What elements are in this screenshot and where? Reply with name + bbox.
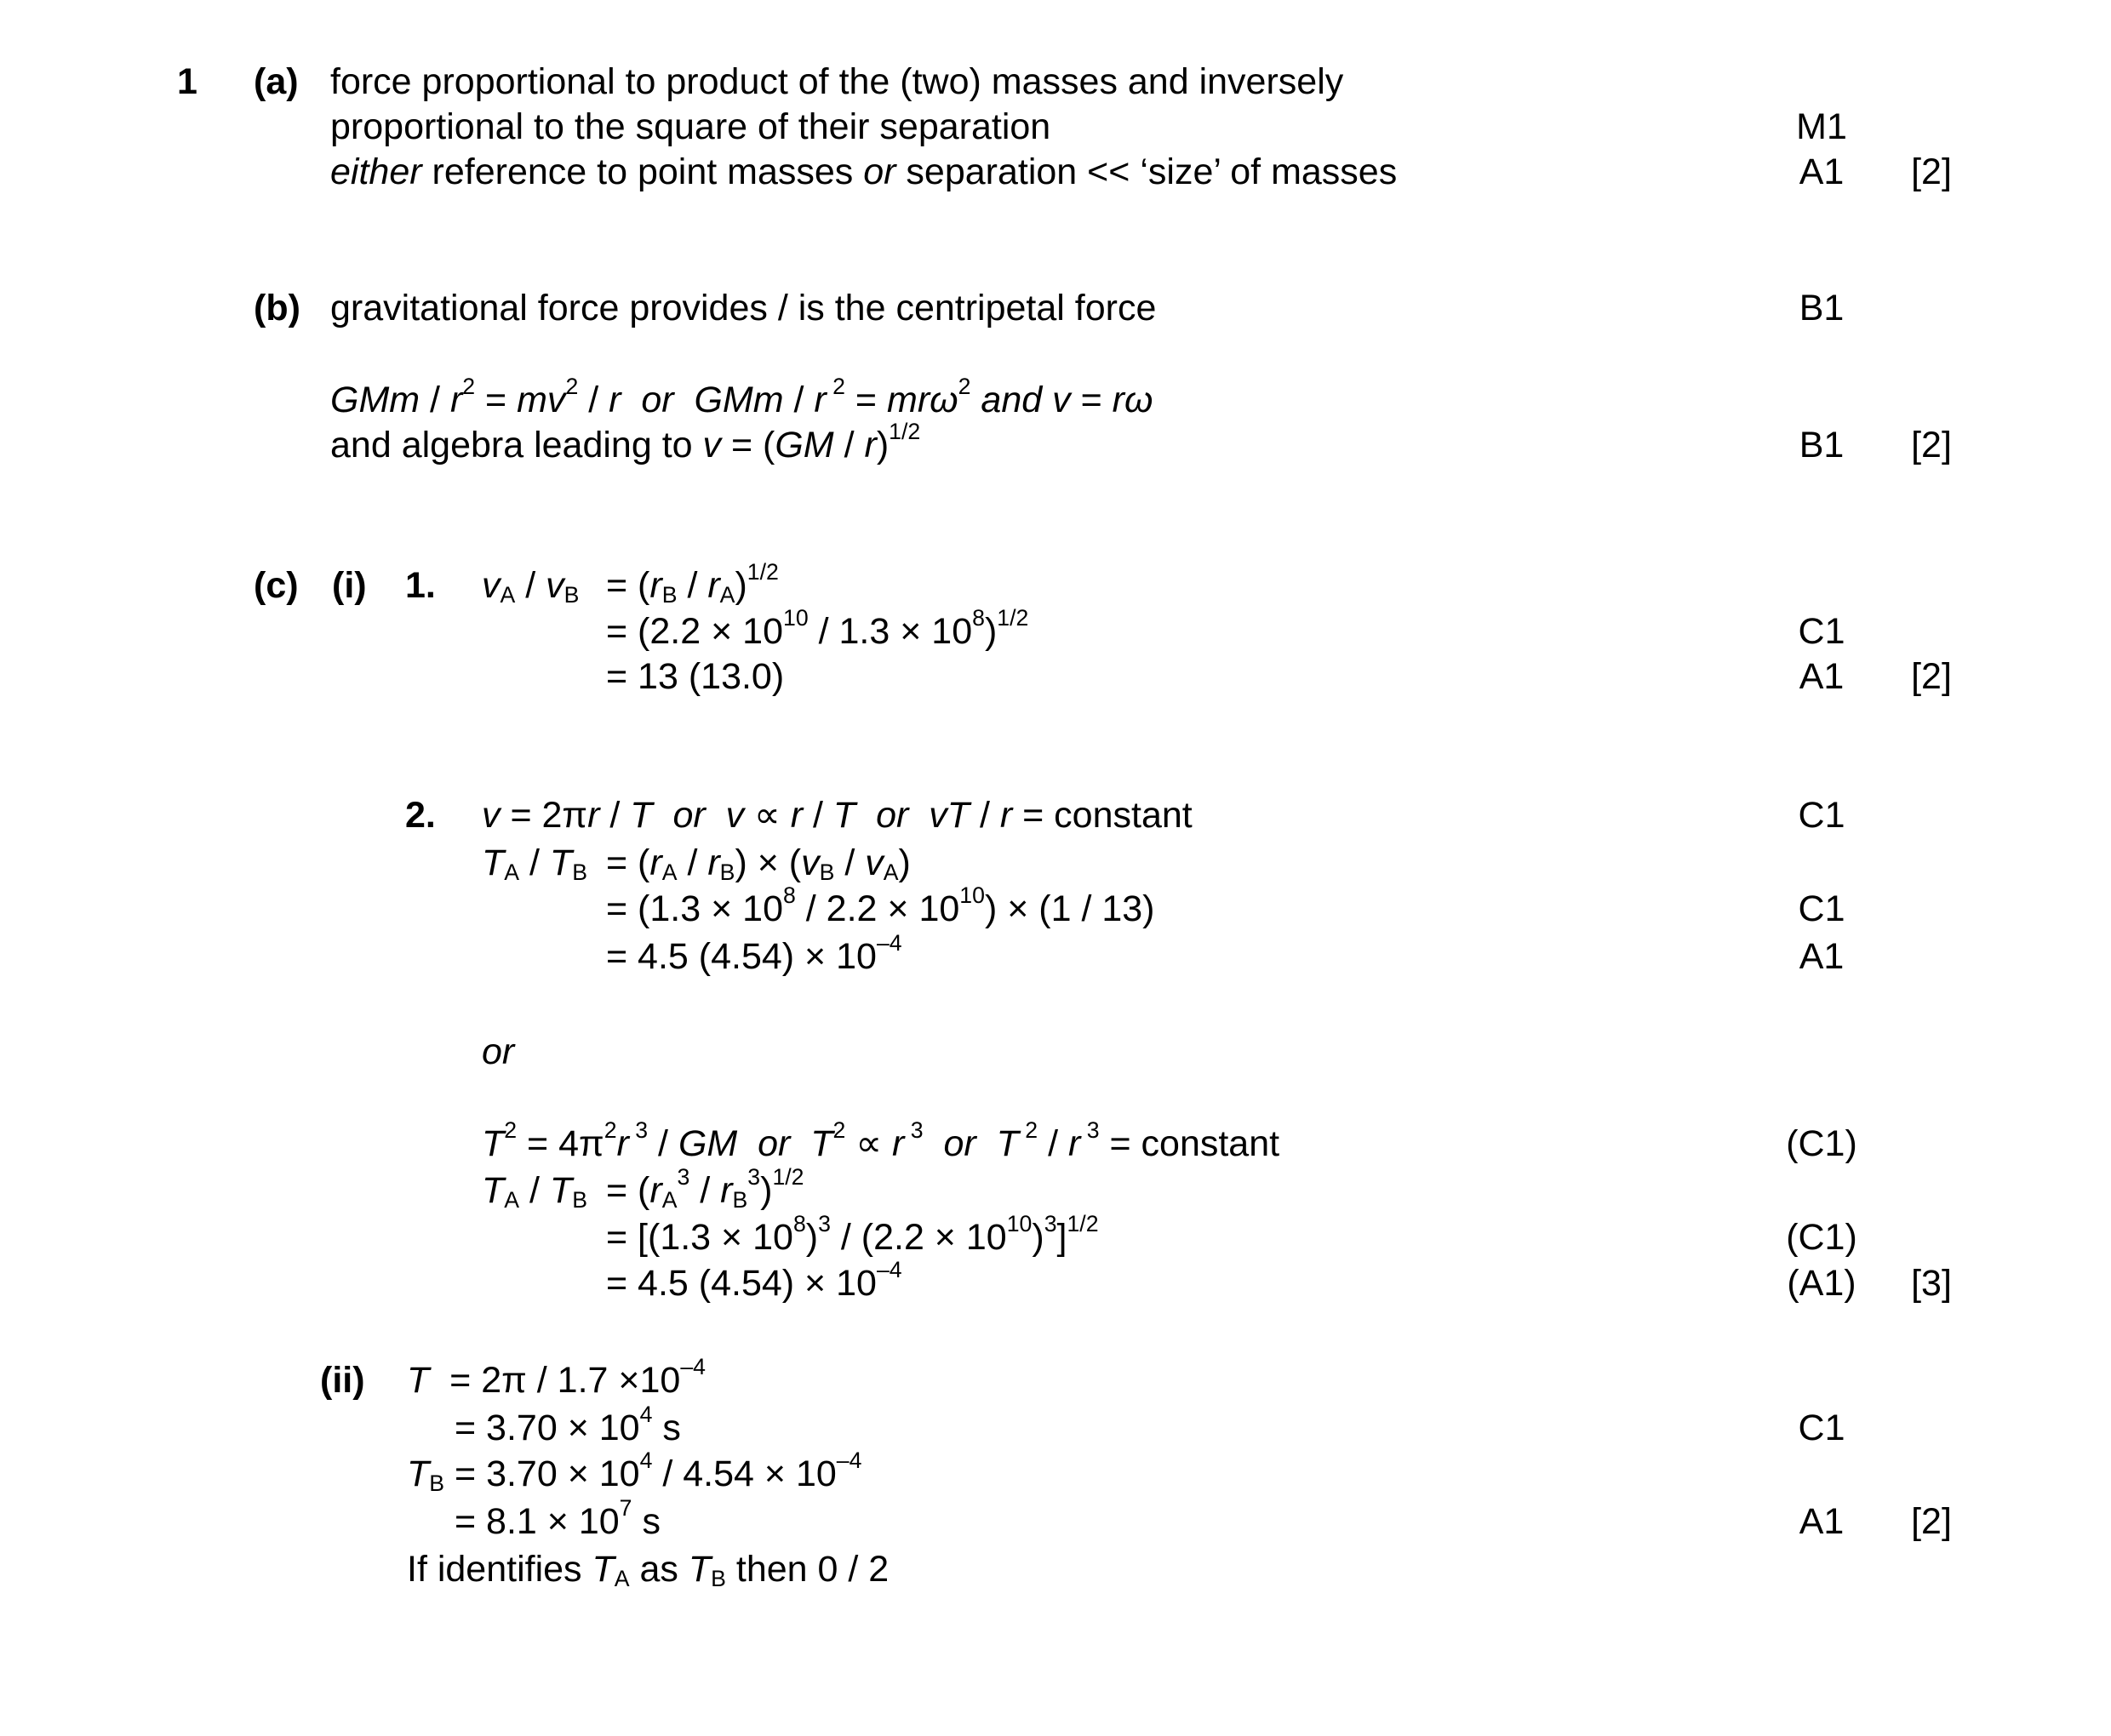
c-i-1-eq-3: = 13 (13.0)	[606, 656, 785, 697]
c-i-2-alt-mark-3: (A1)	[1787, 1263, 1856, 1304]
part-a-line-3-mid: reference to point masses	[421, 151, 864, 192]
part-a-label: (a)	[254, 61, 299, 102]
c-ii-eq-4: = $8.1 \times 10^7$ s	[455, 1495, 661, 1542]
c-i-2-eq-1: v = 2πr / T or v ∝ r / T or vT / r = constant	[482, 795, 1193, 836]
c-i-2-eq-3: = $(1.3 \times 10^8 / 2.2 \times 10^{10}) \times (1 / 13)$	[606, 882, 1155, 929]
part-c-i-1-label: 1.	[405, 565, 436, 606]
c-ii-eq-2: = $3.70 \times 10^4$ s	[455, 1402, 681, 1448]
c-i-2-alt-eq-1: $T^2 = 4\pi^2r$ $^3$ / GM or $T^2 \propto r$ $^3$ or T $^2$ / r $^3$ = constant	[482, 1117, 1280, 1164]
c-i-2-mark-1: C1	[1798, 795, 1845, 836]
c-i-2-eq-2-rhs: = $(r_A / r_B) \times (v_B / v_A)$	[606, 842, 911, 885]
c-ii-mark-2: A1	[1799, 1501, 1845, 1542]
part-b-line-1: gravitational force provides / is the centripetal force	[330, 288, 1157, 328]
part-a-mark-2: A1	[1799, 151, 1845, 192]
part-c-label: (c)	[254, 565, 299, 606]
part-b-label: (b)	[254, 288, 300, 328]
part-a-line-3-end: separation << ‘size’ of masses	[895, 151, 1398, 192]
c-i-2-mark-2: C1	[1798, 888, 1845, 929]
c-i-1-total: [2]	[1911, 656, 1952, 697]
c-i-1-mark-2: A1	[1799, 656, 1845, 697]
c-ii-mark-1: C1	[1798, 1408, 1845, 1448]
part-b-total: [2]	[1911, 425, 1952, 465]
c-i-1-eq-1-rhs: = $(r_B / r_A)^{1/2}$	[606, 559, 779, 608]
c-i-2-alt-eq-4: = 4.5 $(4.54) \times 10^{-4}$	[606, 1257, 902, 1304]
part-c-i-2-label: 2.	[405, 795, 436, 836]
part-b-line-3: and algebra leading to v = (GM / r)$^{1/2}$	[330, 419, 921, 465]
c-ii-eq-3: $T_B = 3.70 \times 10^4 / 4.54 \times 10^{-4}$	[407, 1448, 862, 1496]
c-ii-note: If identifies $T_A$ as $T_B$ then 0 / 2	[407, 1549, 890, 1591]
part-a-total: [2]	[1911, 151, 1952, 192]
c-ii-total: [2]	[1911, 1501, 1952, 1542]
c-i-2-eq-2: $T_A / T_B$	[482, 842, 587, 885]
part-c-ii-label: (ii)	[320, 1360, 365, 1401]
question-number: 1	[177, 61, 197, 102]
c-i-1-eq-2: = $(2.2 \times 10^{10} / 1.3 \times 10^8)^{1/2}$	[606, 605, 1029, 652]
c-i-2-alt-eq-2: $T_A / T_B$	[482, 1170, 587, 1213]
c-i-1-eq-1: $v_A / v_B$	[482, 565, 580, 608]
c-i-2-total: [3]	[1911, 1263, 1952, 1304]
or-separator: or	[482, 1031, 515, 1072]
part-b-mark-1: B1	[1799, 288, 1845, 328]
part-c-i-label: (i)	[332, 565, 367, 606]
c-i-2-alt-eq-3: = $[(1.3 \times 10^8)^3 / (2.2 \times 10^{10})^3]^{1/2}$	[606, 1211, 1099, 1258]
c-i-2-alt-mark-1: (C1)	[1786, 1123, 1857, 1164]
c-i-1-mark-1: C1	[1798, 611, 1845, 652]
c-i-2-mark-3: A1	[1799, 936, 1845, 977]
either-word: either	[330, 151, 422, 192]
or-word: or	[863, 151, 896, 192]
c-ii-eq-1: $T = 2\pi / 1.7 \times 10^{-4}$	[407, 1354, 706, 1401]
part-a-mark-1: M1	[1796, 106, 1847, 147]
part-a-line-1: force proportional to product of the (two) masses and inversely	[330, 61, 1344, 102]
part-b-mark-2: B1	[1799, 425, 1845, 465]
c-i-2-alt-eq-2-rhs: = $(r_A^3 / r_B^3)^{1/2}$	[606, 1164, 804, 1213]
c-i-2-eq-4: = 4.5 $(4.54) \times 10^{-4}$	[606, 930, 902, 977]
part-a-line-2: proportional to the square of their separation	[330, 106, 1051, 147]
part-b-equation: GMm / $r^2 = mv^2 / r$ or GMm / r $^2$ = mrω$^2$ and v = rω	[330, 374, 1153, 420]
part-a-line-3	[330, 150, 1397, 194]
c-i-2-alt-mark-2: (C1)	[1786, 1217, 1857, 1258]
